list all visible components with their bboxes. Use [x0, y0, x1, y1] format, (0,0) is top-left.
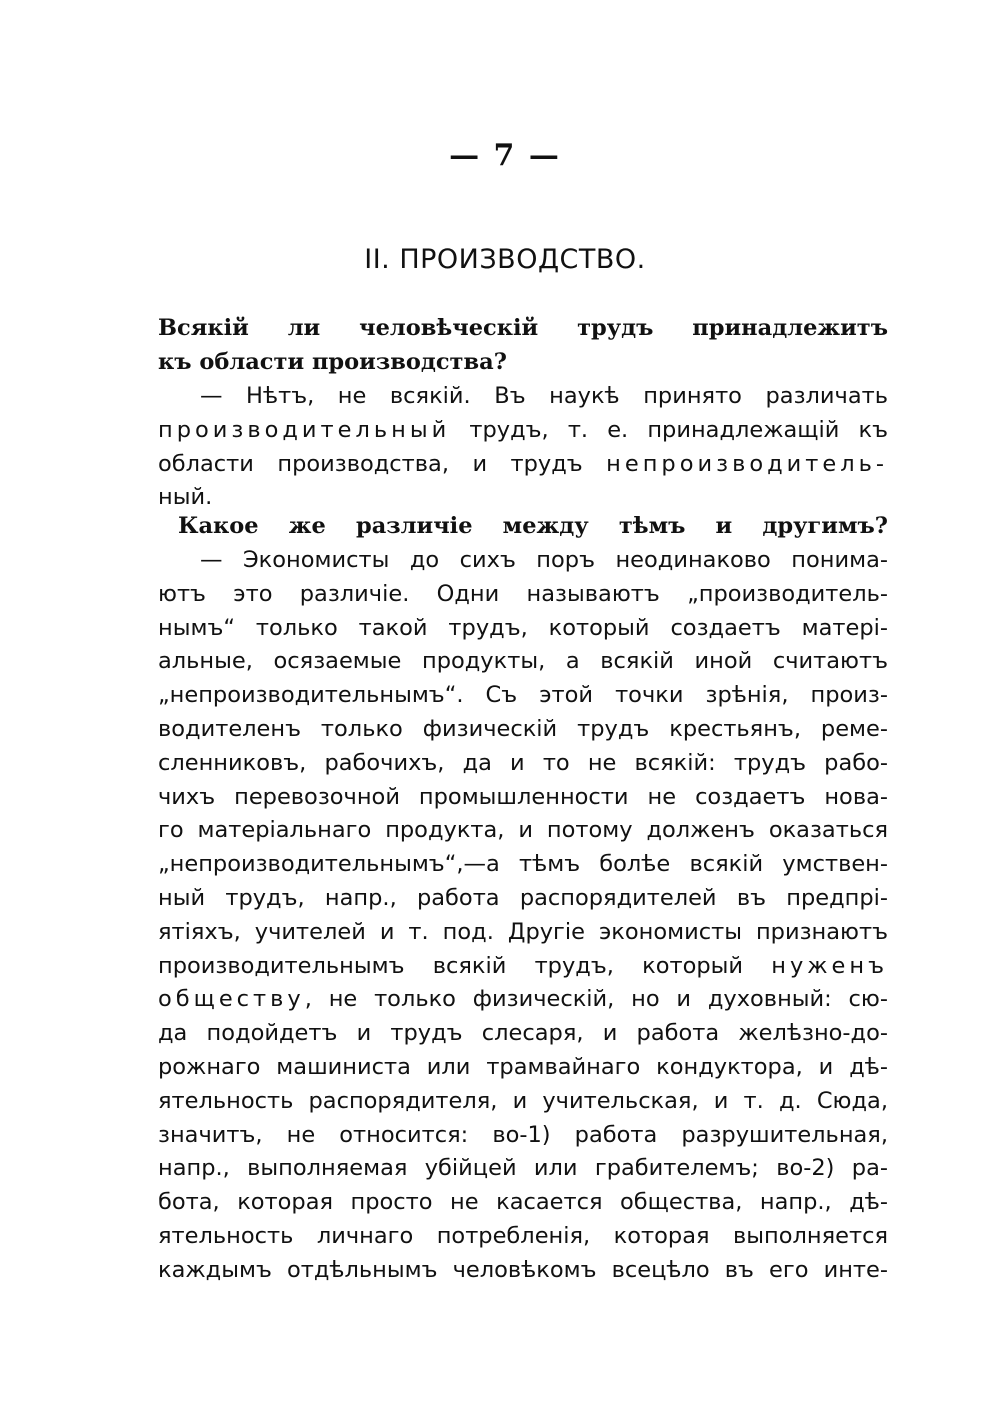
emphasized-term: нуженъ — [771, 952, 888, 979]
answer-2-line: бота, которая просто не касается общества, напр., дѣ- — [158, 1189, 888, 1216]
answer-2-line: чихъ перевозочной промышленности не создаетъ нова- — [158, 783, 888, 810]
answer-2-line: нымъ“ только такой трудъ, который создаетъ матері- — [158, 614, 888, 641]
answer-2-line: альные, осязаемые продукты, а всякій иной считаютъ — [158, 648, 888, 675]
answer-2-line: каждымъ отдѣльнымъ человѣкомъ всецѣло въ его инте- — [158, 1256, 888, 1283]
answer-2-line: рожнаго машиниста или трамвайнаго кондуктора, и дѣ- — [158, 1053, 888, 1080]
chapter-title: II. ПРОИЗВОДСТВО. — [364, 244, 646, 275]
answer-2-line: „непроизводительнымъ“,—а тѣмъ болѣе всякій умствен- — [158, 851, 888, 878]
question-1-line: къ области производства? — [158, 348, 507, 375]
answer-2-line: ный трудъ, напр., работа распорядителей въ предпрі- — [158, 884, 888, 911]
answer-1-line: ный. — [158, 484, 213, 511]
answer-2-line: ятельность личнаго потребленія, которая выполняется — [158, 1222, 888, 1249]
answer-2-line: — Экономисты до сихъ поръ неодинаково понима- — [200, 547, 888, 573]
emphasized-term: обществу — [158, 986, 305, 1013]
answer-2-line: „непроизводительнымъ“. Съ этой точки зрѣнія, произ- — [158, 682, 888, 709]
emphasized-term: непроизводитель- — [606, 450, 888, 477]
question-2-line: Какое же различіе между тѣмъ и другимъ? — [178, 513, 888, 539]
answer-1 — [158, 380, 888, 515]
page-number: — 7 — — [449, 138, 561, 173]
question-1-line: Всякій ли человѣческій трудъ принадлежитъ — [158, 315, 888, 341]
answer-1-line — [158, 448, 888, 482]
answer-2-line: напр., выполняемая убійцей или грабителемъ; во-2) ра- — [158, 1155, 888, 1182]
answer-2-line: ютъ это различіе. Одни называютъ „производитель- — [158, 580, 888, 607]
answer-2-line: да подойдетъ и трудъ слесаря, и работа желѣзно-до- — [158, 1020, 888, 1047]
question-1 — [158, 312, 888, 380]
answer-2-text: , не только физическій, но и духовный: сю- — [304, 986, 888, 1013]
answer-2-line — [158, 983, 888, 1017]
answer-2-line: водителенъ только физическій трудъ крестьянъ, реме- — [158, 715, 888, 742]
answer-2-line: значитъ, не относится: во-1) работа разрушительная, — [158, 1121, 888, 1148]
answer-2-line: сленниковъ, рабочихъ, да и то не всякій: трудъ рабо- — [158, 749, 888, 776]
answer-2-text: производительнымъ всякій трудъ, который — [158, 952, 772, 979]
answer-1-text: трудъ, т. е. принадлежащій къ — [450, 416, 888, 443]
answer-2-line: ятіяхъ, учителей и т. под. Другіе экономисты признаютъ — [158, 918, 888, 945]
answer-2-line — [158, 950, 888, 984]
answer-2-line: го матеріальнаго продукта, и потому долженъ оказаться — [158, 817, 888, 844]
answer-2-line: ятельность распорядителя, и учительская, и т. д. Сюда, — [158, 1087, 888, 1114]
question-2 — [158, 510, 888, 544]
answer-1-text: области производства, и трудъ — [158, 450, 607, 477]
answer-2 — [158, 544, 888, 1288]
answer-1-line — [158, 414, 888, 448]
answer-1-line: — Нѣтъ, не всякій. Въ наукѣ принято различать — [200, 383, 888, 409]
emphasized-term: производительный — [158, 416, 451, 443]
